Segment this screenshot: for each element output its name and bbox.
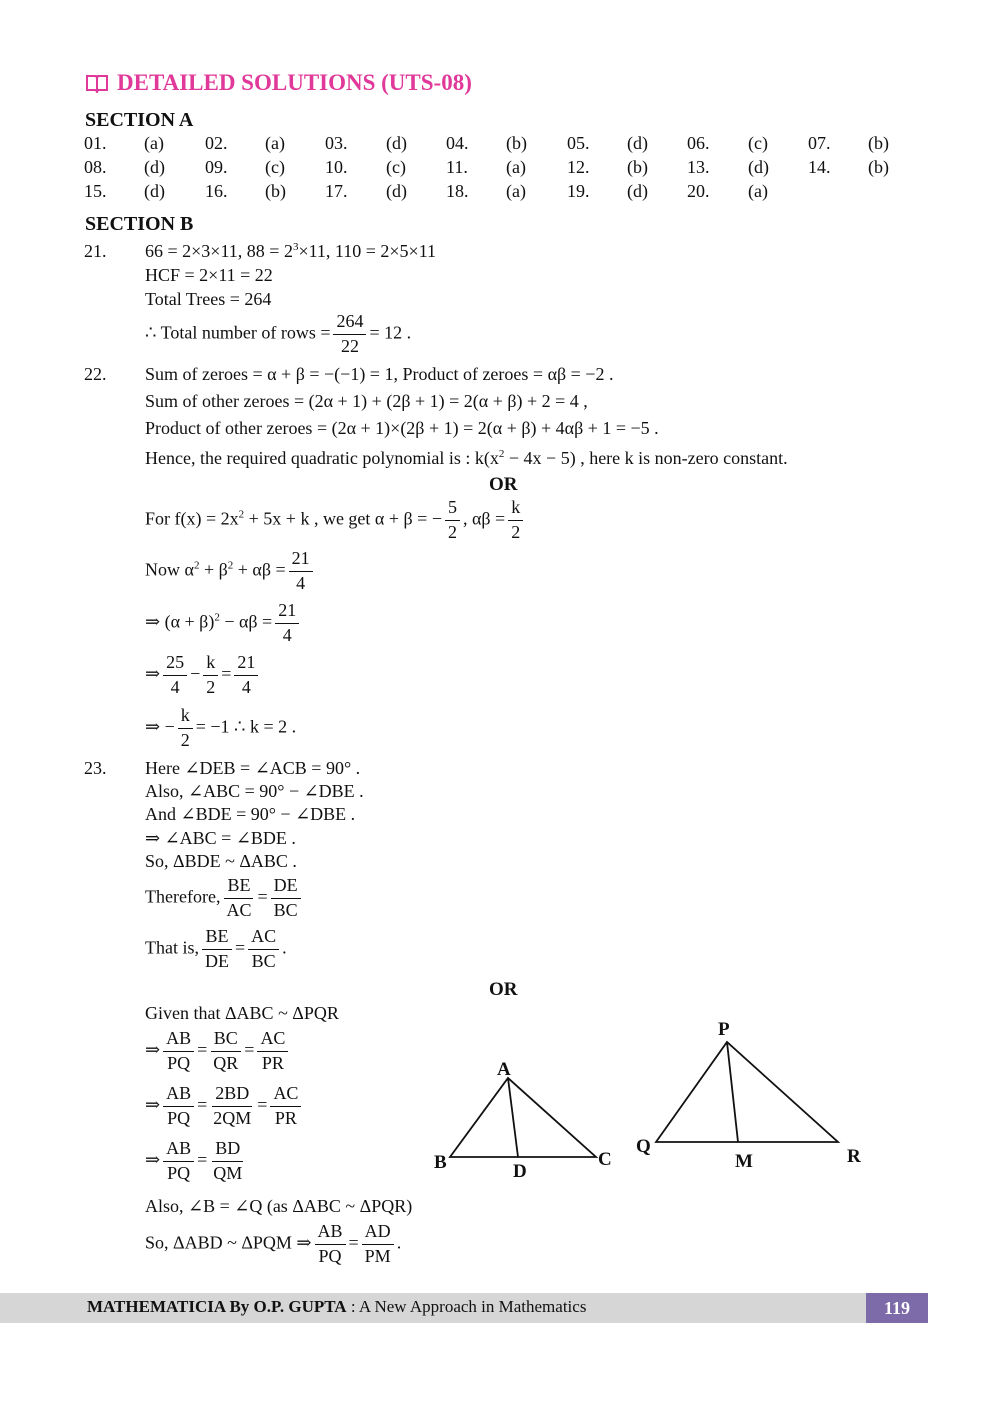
title-text: DETAILED SOLUTIONS (UTS-08)	[117, 70, 472, 95]
q23-that-is: That is, $\frac{BE}{DE}$ = $\frac{AC}{BC}$ .	[145, 926, 287, 971]
vertex-label-c: C	[598, 1149, 612, 1170]
answer-option: (d)	[627, 133, 648, 153]
question-number: 06.	[687, 133, 710, 153]
question-number: 16.	[205, 181, 228, 201]
question-number: 04.	[446, 133, 469, 153]
answer-option: (b)	[868, 157, 889, 177]
q22-or-line5: ⇒ − $\frac{k}{2}$ = −1 ∴ k = 2 .	[145, 705, 297, 750]
answer-option: (a)	[265, 133, 285, 153]
question-number: 18.	[446, 181, 469, 201]
vertex-label-b: B	[434, 1152, 447, 1173]
q22-line1: Sum of zeroes = α + β = −(−1) = 1, Product of zeroes = αβ = −2 .	[145, 364, 614, 384]
question-number: 03.	[325, 133, 348, 153]
answer-option: (c)	[386, 157, 406, 177]
q23-line2: Also, ∠ABC = 90° − ∠DBE .	[145, 781, 364, 801]
question-number: 20.	[687, 181, 710, 201]
vertex-label-a: A	[497, 1059, 511, 1080]
question-number: 07.	[808, 133, 831, 153]
section-b-heading: SECTION B	[85, 213, 194, 235]
question-number: 11.	[446, 157, 468, 177]
q22-or-line3: ⇒ $(\alpha + \beta)^2 - \alpha\beta$ = $\frac{21}{4}$	[145, 601, 302, 646]
q21-total-trees: Total Trees = 264	[145, 289, 272, 309]
q22-or-line2: Now $\alpha^2 + \beta^2 + \alpha\beta$ = $\frac{21}{4}$	[145, 549, 316, 594]
answer-option: (a)	[506, 157, 526, 177]
question-number: 01.	[84, 133, 107, 153]
q23-line4: ⇒ ∠ABC = ∠BDE .	[145, 828, 296, 848]
vertex-label-p: P	[718, 1019, 730, 1040]
answer-option: (b)	[265, 181, 286, 201]
q22-line4: Hence, the required quadratic polynomial is : $k(x^2 - 4x - 5)$ , here k is non-zero constant.	[145, 448, 788, 468]
footer-text: MATHEMATICIA By O.P. GUPTA : A New Approach in Mathematics	[87, 1297, 587, 1316]
or-divider: OR	[489, 979, 518, 1000]
question-number: 19.	[567, 181, 590, 201]
question-number: 09.	[205, 157, 228, 177]
answer-option: (b)	[506, 133, 527, 153]
vertex-label-m: M	[735, 1151, 753, 1172]
q23-also: Also, ∠B = ∠Q (as ΔABC ~ ΔPQR)	[145, 1196, 413, 1216]
triangle-abc	[450, 1078, 596, 1157]
triangle-pqr	[656, 1042, 838, 1142]
similar-triangles-diagram	[428, 1015, 868, 1185]
question-number: 21.	[84, 241, 107, 261]
q21-hcf: HCF = 2×11 = 22	[145, 265, 273, 285]
answer-option: (d)	[386, 181, 407, 201]
book-icon	[85, 73, 109, 93]
q23-line5: So, ΔBDE ~ ΔABC .	[145, 851, 297, 871]
q23-eq2: ⇒ $\frac{AB}{PQ}$ = $\frac{2BD}{2QM}$ = $\frac{AC}{PR}$	[145, 1084, 304, 1129]
section-a-heading: SECTION A	[85, 109, 194, 131]
q23-eq1: ⇒ $\frac{AB}{PQ}$ = $\frac{BC}{QR}$ = $\frac{AC}{PR}$	[145, 1029, 291, 1074]
q23-given: Given that ΔABC ~ ΔPQR	[145, 1003, 339, 1023]
q22-or-line1: For $f(x) = 2x^2 + 5x + k$ , we get α + β = − $\frac{5}{2}$ , αβ = $\frac{k}{2}$	[145, 498, 526, 543]
q22-line3: Product of other zeroes = (2α + 1)×(2β + 1) = 2(α + β) + 4αβ + 1 = −5 .	[145, 418, 659, 438]
answer-option: (c)	[748, 133, 768, 153]
q23-therefore: Therefore, $\frac{BE}{AC}$ = $\frac{DE}{BC}$	[145, 876, 304, 921]
answer-option: (d)	[748, 157, 769, 177]
q23-so: So, ΔABD ~ ΔPQM ⇒ $\frac{AB}{PQ}$ = $\frac{AD}{PM}$ .	[145, 1221, 402, 1266]
or-divider: OR	[489, 474, 518, 495]
answer-option: (d)	[627, 181, 648, 201]
question-number: 10.	[325, 157, 348, 177]
question-number: 05.	[567, 133, 590, 153]
question-number: 17.	[325, 181, 348, 201]
answer-option: (c)	[265, 157, 285, 177]
vertex-label-r: R	[847, 1146, 861, 1167]
vertex-label-q: Q	[636, 1136, 651, 1157]
answer-option: (d)	[144, 181, 165, 201]
q23-eq3: ⇒ $\frac{AB}{PQ}$ = $\frac{BD}{QM}$	[145, 1138, 243, 1183]
answer-option: (a)	[748, 181, 768, 201]
question-number: 22.	[84, 364, 107, 384]
answer-option: (d)	[144, 157, 165, 177]
question-number: 13.	[687, 157, 710, 177]
question-number: 15.	[84, 181, 107, 201]
question-number: 23.	[84, 758, 107, 778]
q23-line3: And ∠BDE = 90° − ∠DBE .	[145, 804, 356, 824]
q22-or-line4: ⇒ $\frac{25}{4}$ − $\frac{k}{2}$ = $\frac{21}{4}$	[145, 653, 261, 698]
q23-line1: Here ∠DEB = ∠ACB = 90° .	[145, 758, 361, 778]
question-number: 02.	[205, 133, 228, 153]
page-title	[85, 70, 472, 96]
vertex-label-d: D	[513, 1161, 527, 1182]
answer-option: (a)	[144, 133, 164, 153]
q22-line2: Sum of other zeroes = (2α + 1) + (2β + 1) = 2(α + β) + 2 = 4 ,	[145, 391, 588, 411]
answer-option: (d)	[386, 133, 407, 153]
page-number: 119	[866, 1293, 928, 1323]
question-number: 08.	[84, 157, 107, 177]
answer-option: (a)	[506, 181, 526, 201]
q21-factorization: 66 = 2×3×11, $88 = 2^3\times 11$, 110 = 2×5×11	[145, 241, 437, 261]
q21-rows: ∴ Total number of rows = $\frac{264}{22}$ = 12 .	[145, 311, 412, 356]
answer-option: (b)	[868, 133, 889, 153]
question-number: 12.	[567, 157, 590, 177]
question-number: 14.	[808, 157, 831, 177]
answer-option: (b)	[627, 157, 648, 177]
